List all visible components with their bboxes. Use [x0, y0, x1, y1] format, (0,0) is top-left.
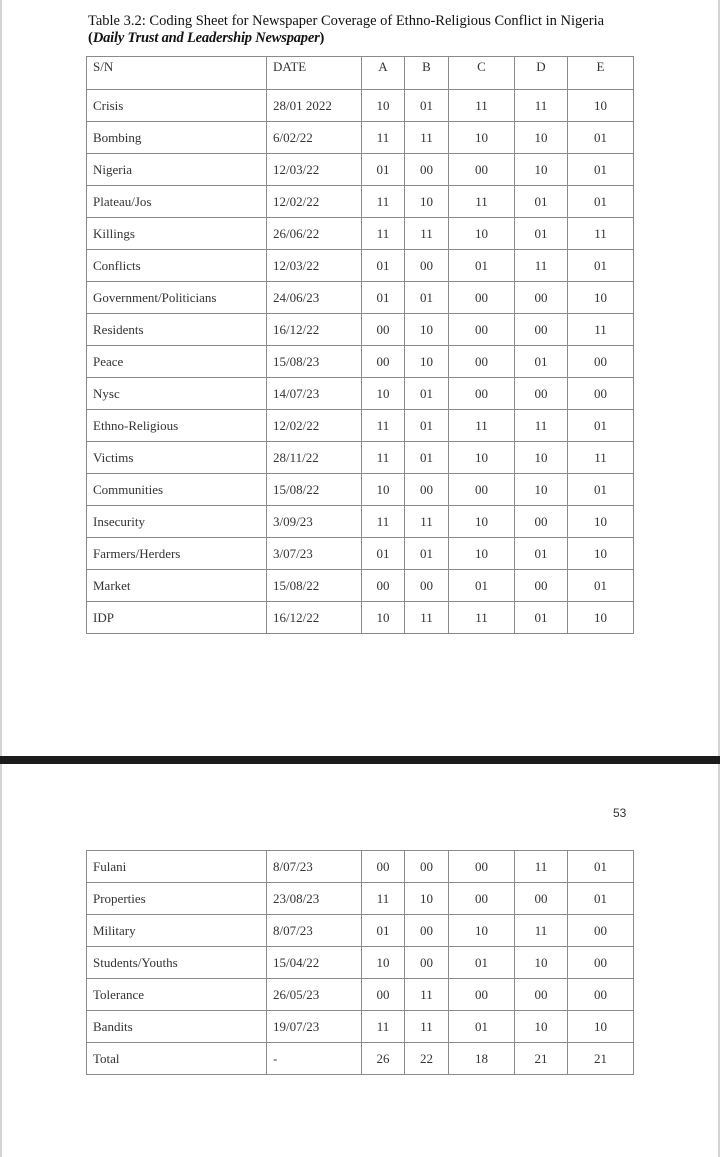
cell-d: 10	[515, 474, 568, 506]
cell-d: 01	[515, 218, 568, 250]
cell-date: 12/02/22	[267, 410, 362, 442]
cell-b: 11	[405, 979, 449, 1011]
cell-e: 10	[568, 506, 634, 538]
table-row	[87, 250, 634, 282]
cell-b: 00	[405, 851, 449, 883]
cell-name: Nysc	[87, 378, 267, 410]
cell-e: 11	[568, 314, 634, 346]
cell-c: 10	[449, 442, 515, 474]
cell-name: Properties	[87, 883, 267, 915]
cell-date: 8/07/23	[267, 915, 362, 947]
cell-name: Nigeria	[87, 154, 267, 186]
cell-b: 10	[405, 186, 449, 218]
cell-e: 00	[568, 979, 634, 1011]
cell-c: 10	[449, 218, 515, 250]
table-row	[87, 979, 634, 1011]
cell-date: -	[267, 1043, 362, 1075]
cell-c: 10	[449, 915, 515, 947]
cell-e: 11	[568, 442, 634, 474]
cell-d: 00	[515, 314, 568, 346]
cell-e: 01	[568, 154, 634, 186]
cell-name: Killings	[87, 218, 267, 250]
cell-date: 3/07/23	[267, 538, 362, 570]
cell-d: 10	[515, 947, 568, 979]
cell-date: 12/03/22	[267, 250, 362, 282]
cell-date: 26/06/22	[267, 218, 362, 250]
cell-e: 00	[568, 915, 634, 947]
cell-b: 00	[405, 250, 449, 282]
cell-c: 10	[449, 122, 515, 154]
cell-e: 01	[568, 122, 634, 154]
cell-name: Fulani	[87, 851, 267, 883]
page-edge-left	[0, 764, 2, 1157]
cell-b: 01	[405, 90, 449, 122]
cell-c: 00	[449, 154, 515, 186]
cell-b: 11	[405, 1011, 449, 1043]
cell-a: 00	[362, 570, 405, 602]
page-edge-left	[0, 0, 2, 756]
header-d: D	[515, 57, 568, 90]
cell-d: 01	[515, 186, 568, 218]
cell-d: 01	[515, 602, 568, 634]
cell-name: Market	[87, 570, 267, 602]
cell-d: 10	[515, 442, 568, 474]
table-row	[87, 1011, 634, 1043]
cell-b: 11	[405, 218, 449, 250]
cell-date: 16/12/22	[267, 602, 362, 634]
cell-d: 10	[515, 1011, 568, 1043]
header-b: B	[405, 57, 449, 90]
cell-date: 12/02/22	[267, 186, 362, 218]
coding-sheet-body-continued	[87, 851, 634, 1075]
cell-b: 00	[405, 154, 449, 186]
cell-e: 11	[568, 218, 634, 250]
cell-d: 11	[515, 410, 568, 442]
cell-a: 10	[362, 474, 405, 506]
cell-name: Residents	[87, 314, 267, 346]
cell-e: 10	[568, 602, 634, 634]
cell-name: Communities	[87, 474, 267, 506]
cell-e: 01	[568, 410, 634, 442]
table-row	[87, 947, 634, 979]
table-row	[87, 570, 634, 602]
cell-date: 28/11/22	[267, 442, 362, 474]
cell-d: 00	[515, 506, 568, 538]
cell-b: 00	[405, 915, 449, 947]
table-row	[87, 474, 634, 506]
cell-name: Plateau/Jos	[87, 186, 267, 218]
cell-date: 15/04/22	[267, 947, 362, 979]
cell-e: 01	[568, 883, 634, 915]
cell-e: 10	[568, 282, 634, 314]
cell-date: 28/01 2022	[267, 90, 362, 122]
table-row	[87, 218, 634, 250]
coding-sheet-table	[86, 56, 634, 634]
cell-name: Military	[87, 915, 267, 947]
table-header-row	[87, 57, 634, 90]
cell-e: 00	[568, 346, 634, 378]
caption-open-paren: (	[88, 30, 93, 46]
cell-b: 22	[405, 1043, 449, 1075]
cell-a: 10	[362, 947, 405, 979]
cell-a: 10	[362, 602, 405, 634]
cell-a: 10	[362, 378, 405, 410]
cell-c: 00	[449, 346, 515, 378]
cell-e: 10	[568, 538, 634, 570]
cell-c: 01	[449, 947, 515, 979]
table-row	[87, 90, 634, 122]
cell-c: 00	[449, 282, 515, 314]
cell-b: 10	[405, 883, 449, 915]
cell-date: 6/02/22	[267, 122, 362, 154]
cell-a: 00	[362, 314, 405, 346]
table-row	[87, 314, 634, 346]
cell-a: 11	[362, 122, 405, 154]
header-e: E	[568, 57, 634, 90]
cell-b: 01	[405, 378, 449, 410]
cell-b: 11	[405, 122, 449, 154]
cell-name: Crisis	[87, 90, 267, 122]
cell-a: 11	[362, 506, 405, 538]
cell-name: Farmers/Herders	[87, 538, 267, 570]
cell-e: 01	[568, 474, 634, 506]
table-row	[87, 883, 634, 915]
table-row	[87, 410, 634, 442]
cell-b: 00	[405, 474, 449, 506]
cell-a: 11	[362, 442, 405, 474]
cell-a: 11	[362, 218, 405, 250]
cell-e: 01	[568, 186, 634, 218]
cell-d: 00	[515, 378, 568, 410]
cell-b: 10	[405, 314, 449, 346]
cell-d: 00	[515, 570, 568, 602]
cell-b: 11	[405, 506, 449, 538]
cell-a: 11	[362, 883, 405, 915]
table-row	[87, 602, 634, 634]
table-row	[87, 915, 634, 947]
cell-b: 11	[405, 602, 449, 634]
coding-sheet-body	[87, 57, 634, 634]
cell-name: Government/Politicians	[87, 282, 267, 314]
cell-c: 11	[449, 90, 515, 122]
header-date: DATE	[267, 57, 362, 90]
cell-c: 11	[449, 602, 515, 634]
cell-e: 00	[568, 947, 634, 979]
cell-d: 11	[515, 915, 568, 947]
cell-d: 00	[515, 979, 568, 1011]
cell-name: Conflicts	[87, 250, 267, 282]
cell-a: 01	[362, 538, 405, 570]
cell-name: Tolerance	[87, 979, 267, 1011]
coding-sheet-table-continued	[86, 850, 634, 1075]
cell-date: 26/05/23	[267, 979, 362, 1011]
cell-b: 01	[405, 410, 449, 442]
table-row	[87, 346, 634, 378]
cell-name: Students/Youths	[87, 947, 267, 979]
table-row	[87, 538, 634, 570]
cell-c: 11	[449, 410, 515, 442]
cell-date: 23/08/23	[267, 883, 362, 915]
cell-c: 18	[449, 1043, 515, 1075]
cell-e: 01	[568, 851, 634, 883]
cell-b: 01	[405, 442, 449, 474]
cell-a: 11	[362, 410, 405, 442]
cell-c: 00	[449, 851, 515, 883]
cell-name: Bandits	[87, 1011, 267, 1043]
table-row	[87, 282, 634, 314]
cell-date: 16/12/22	[267, 314, 362, 346]
cell-a: 11	[362, 1011, 405, 1043]
cell-d: 21	[515, 1043, 568, 1075]
cell-a: 11	[362, 186, 405, 218]
cell-c: 01	[449, 570, 515, 602]
cell-c: 01	[449, 1011, 515, 1043]
cell-name: Ethno-Religious	[87, 410, 267, 442]
cell-c: 00	[449, 474, 515, 506]
cell-b: 10	[405, 346, 449, 378]
cell-c: 00	[449, 314, 515, 346]
cell-c: 00	[449, 979, 515, 1011]
cell-e: 10	[568, 90, 634, 122]
table-caption	[88, 13, 648, 47]
cell-a: 00	[362, 346, 405, 378]
cell-a: 00	[362, 851, 405, 883]
cell-c: 00	[449, 883, 515, 915]
cell-d: 01	[515, 346, 568, 378]
cell-date: 8/07/23	[267, 851, 362, 883]
cell-date: 15/08/22	[267, 570, 362, 602]
header-c: C	[449, 57, 515, 90]
page-number: 53	[613, 806, 627, 820]
table-row	[87, 186, 634, 218]
cell-a: 01	[362, 154, 405, 186]
cell-d: 10	[515, 154, 568, 186]
page-divider	[0, 756, 720, 764]
cell-e: 01	[568, 570, 634, 602]
cell-date: 14/07/23	[267, 378, 362, 410]
cell-a: 10	[362, 90, 405, 122]
cell-d: 00	[515, 282, 568, 314]
cell-date: 3/09/23	[267, 506, 362, 538]
caption-subtitle: Daily Trust and Leadership Newspaper	[92, 30, 320, 46]
cell-name: Insecurity	[87, 506, 267, 538]
cell-c: 10	[449, 538, 515, 570]
table-row	[87, 378, 634, 410]
cell-b: 00	[405, 570, 449, 602]
table-row	[87, 442, 634, 474]
cell-date: 19/07/23	[267, 1011, 362, 1043]
cell-name: IDP	[87, 602, 267, 634]
table-row	[87, 506, 634, 538]
cell-b: 01	[405, 538, 449, 570]
table-row	[87, 1043, 634, 1075]
cell-d: 10	[515, 122, 568, 154]
cell-a: 26	[362, 1043, 405, 1075]
cell-d: 11	[515, 90, 568, 122]
cell-date: 15/08/23	[267, 346, 362, 378]
cell-a: 01	[362, 250, 405, 282]
cell-a: 00	[362, 979, 405, 1011]
table-row	[87, 154, 634, 186]
cell-e: 01	[568, 250, 634, 282]
cell-c: 00	[449, 378, 515, 410]
cell-e: 00	[568, 378, 634, 410]
cell-c: 10	[449, 506, 515, 538]
cell-name: Bombing	[87, 122, 267, 154]
cell-d: 00	[515, 883, 568, 915]
cell-name: Victims	[87, 442, 267, 474]
cell-name: Peace	[87, 346, 267, 378]
table-row	[87, 851, 634, 883]
cell-d: 11	[515, 851, 568, 883]
cell-a: 01	[362, 282, 405, 314]
cell-e: 21	[568, 1043, 634, 1075]
cell-name: Total	[87, 1043, 267, 1075]
table-row	[87, 122, 634, 154]
cell-b: 01	[405, 282, 449, 314]
cell-date: 12/03/22	[267, 154, 362, 186]
cell-b: 00	[405, 947, 449, 979]
caption-subtitle-line	[88, 30, 648, 47]
caption-title: Table 3.2: Coding Sheet for Newspaper Coverage of Ethno-Religious Conflict in Nigeria	[88, 13, 605, 29]
cell-e: 10	[568, 1011, 634, 1043]
header-sn: S/N	[87, 57, 267, 90]
header-a: A	[362, 57, 405, 90]
cell-date: 24/06/23	[267, 282, 362, 314]
cell-c: 11	[449, 186, 515, 218]
caption-close-paren: )	[319, 30, 325, 46]
cell-d: 11	[515, 250, 568, 282]
cell-date: 15/08/22	[267, 474, 362, 506]
cell-a: 01	[362, 915, 405, 947]
cell-c: 01	[449, 250, 515, 282]
cell-d: 01	[515, 538, 568, 570]
